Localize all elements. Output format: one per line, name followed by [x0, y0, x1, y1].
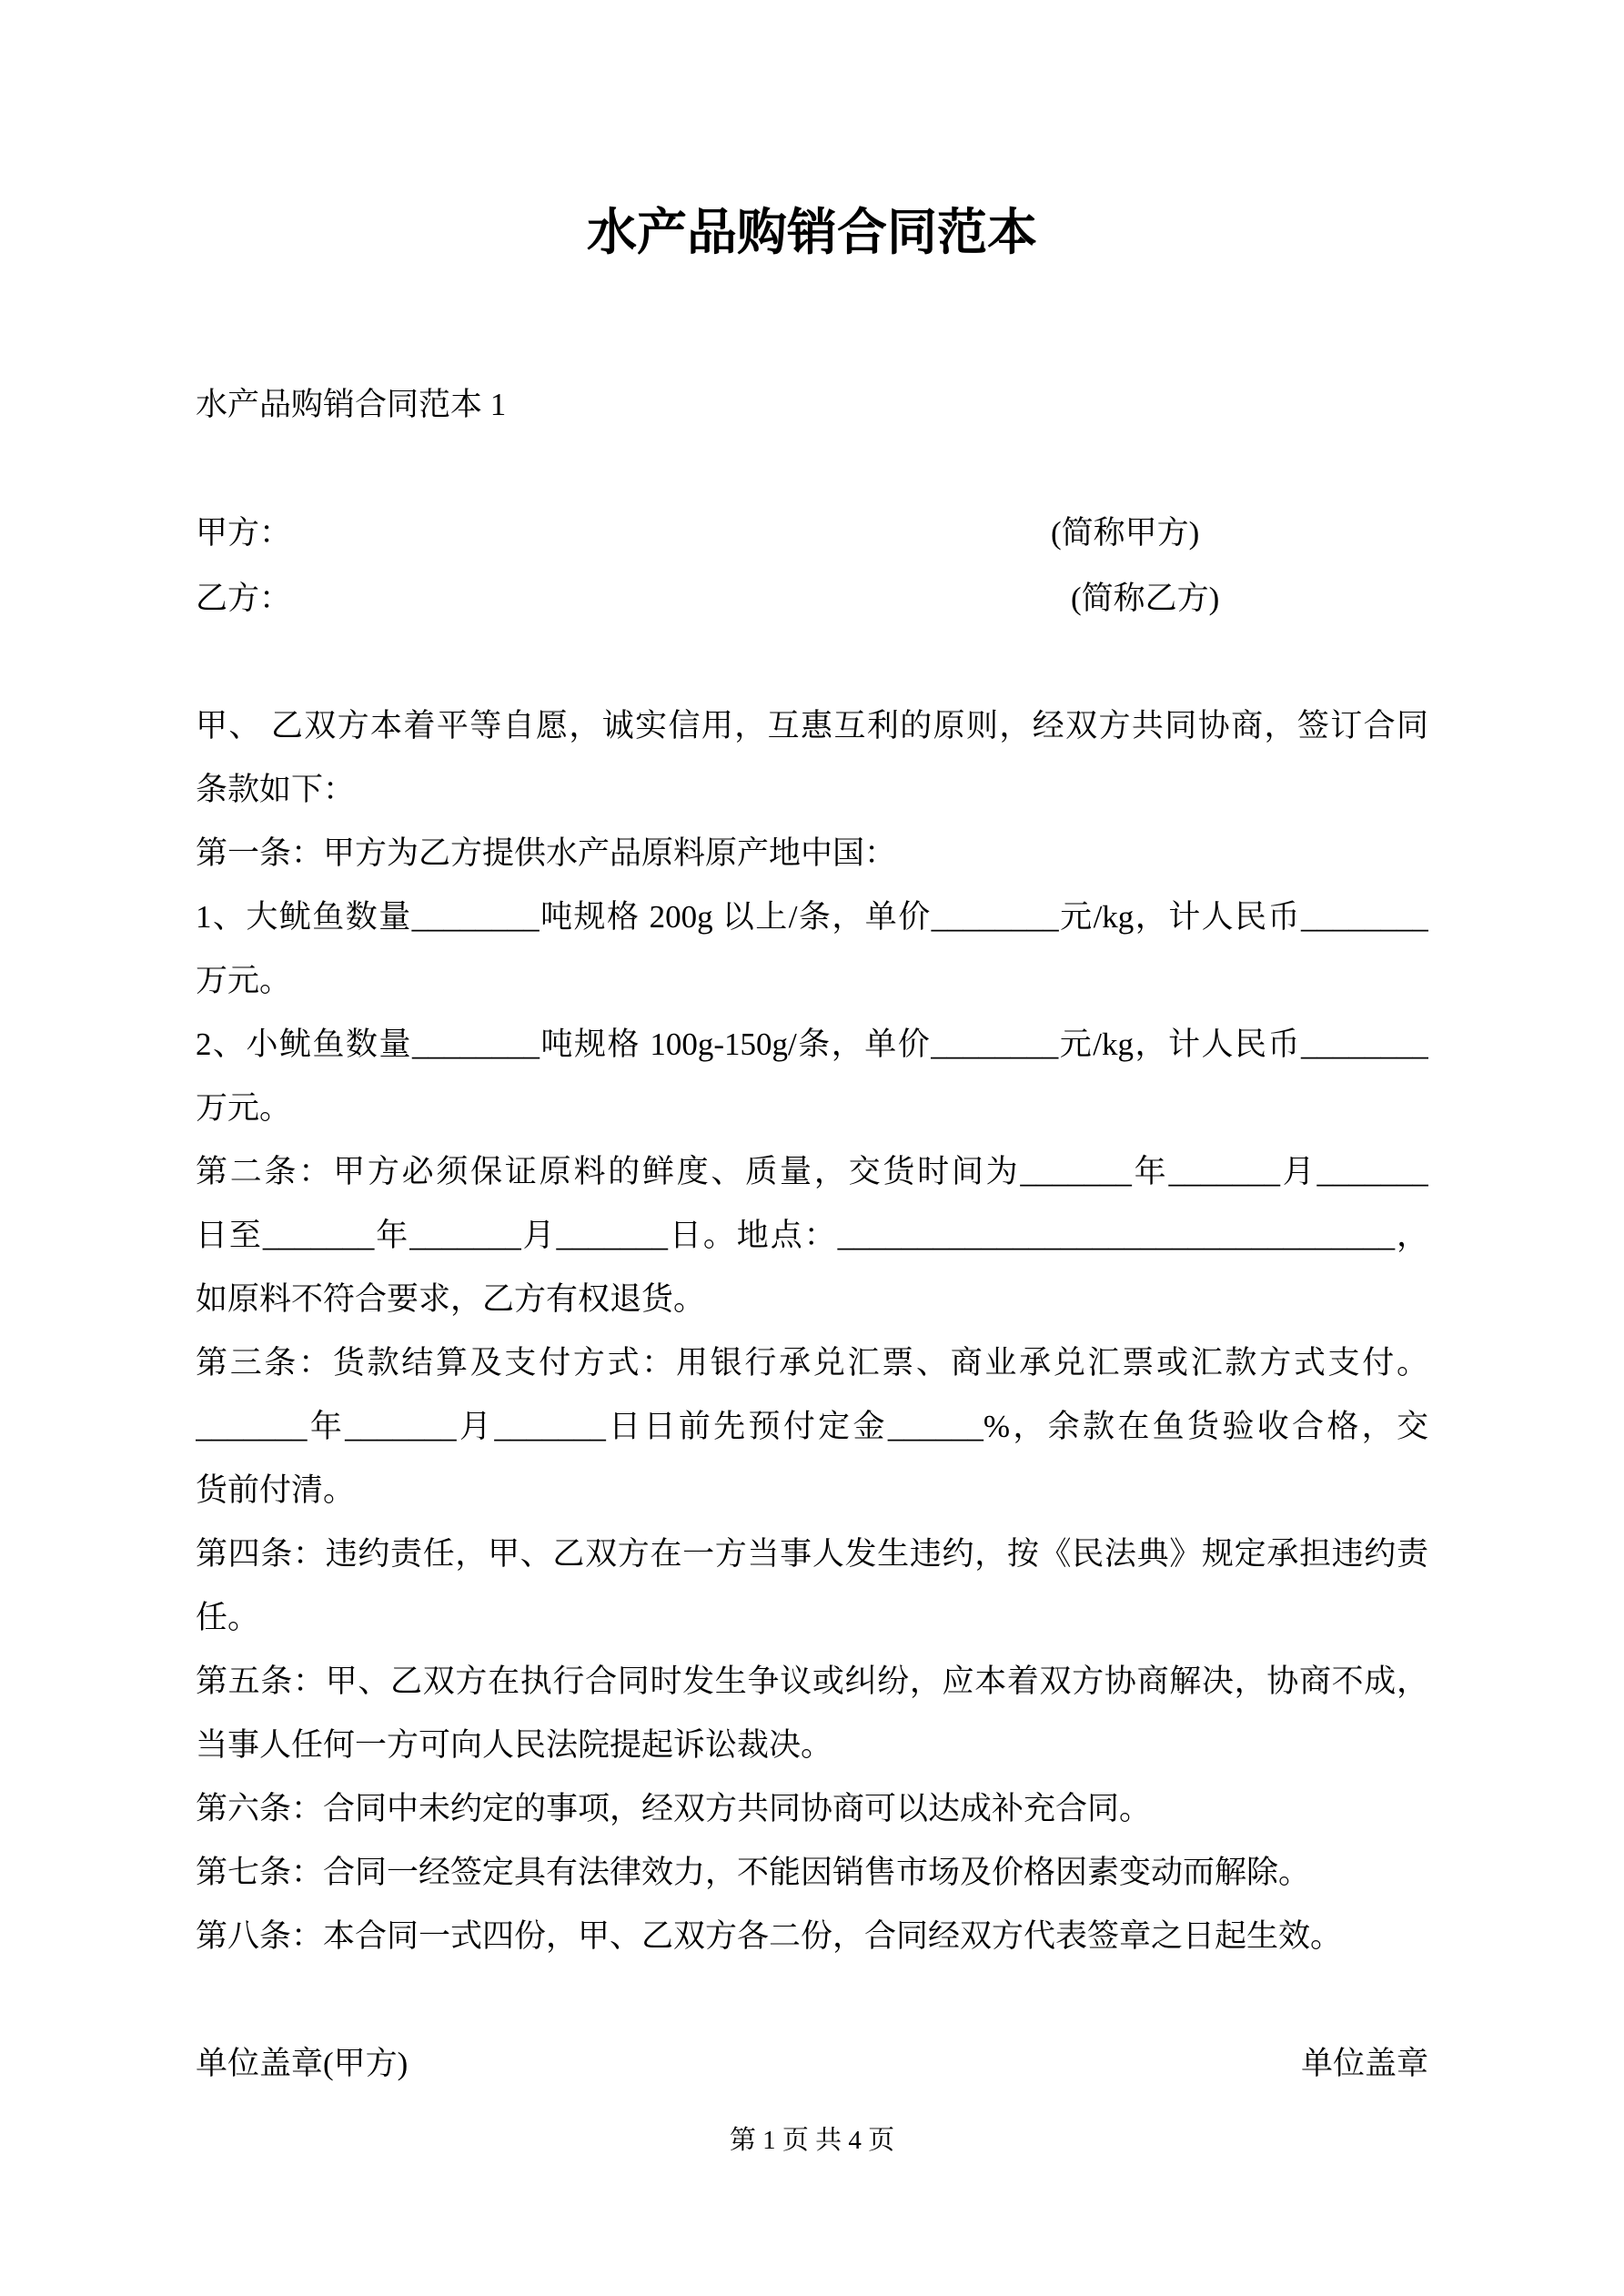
- parties-section: [196, 501, 1428, 632]
- party-a-row: [196, 501, 1428, 566]
- party-a-short-name: (简称甲方): [1051, 515, 1200, 551]
- page-indicator: 第 1 页 共 4 页: [729, 2126, 895, 2155]
- contract-line: 第一条：甲方为乙方提供水产品原料原产地中国：: [196, 835, 897, 871]
- party-b-label: 乙方：: [196, 581, 292, 616]
- party-b-row: [196, 566, 1428, 632]
- contract-line: 第三条：货款结算及支付方式：用银行承兑汇票、商业承兑汇票或汇款方式支付。: [196, 1345, 1428, 1381]
- contract-line: 如原料不符合要求，乙方有权退货。: [196, 1281, 706, 1317]
- contract-line: 日至_______年_______月_______日。地点：___________________________________，: [196, 1218, 1428, 1253]
- party-b-short-name: (简称乙方): [1071, 581, 1220, 616]
- contract-line: 货前付清。: [196, 1472, 356, 1508]
- contract-line: 甲、 乙双方本着平等自愿，诚实信用，互惠互利的原则，经双方共同协商，签订合同: [196, 708, 1428, 743]
- contract-line: 2、小鱿鱼数量________吨规格 100g-150g/条，单价________元/kg，计人民币________: [196, 1027, 1428, 1062]
- contract-line: 第七条：合同一经签定具有法律效力，不能因销售市场及价格因素变动而解除。: [196, 1855, 1311, 1890]
- document-title: 水产品购销合同范本: [586, 205, 1037, 260]
- seal-row: [196, 2032, 1428, 2096]
- seal-party-b-label: 单位盖章: [1300, 2046, 1428, 2081]
- seal-party-a-label: 单位盖章(甲方): [196, 2046, 409, 2081]
- contract-line: 万元。: [196, 963, 292, 998]
- contract-line: 任。: [196, 1600, 260, 1635]
- contract-line: 第五条：甲、乙双方在执行合同时发生争议或纠纷，应本着双方协商解决，协商不成，: [196, 1664, 1428, 1699]
- document-subtitle: 水产品购销合同范本 1: [196, 387, 507, 422]
- contract-line: 第二条：甲方必须保证原料的鲜度、质量，交货时间为_______年_______月_______: [196, 1154, 1428, 1189]
- contract-line: 第八条：本合同一式四份，甲、乙双方各二份，合同经双方代表签章之日起生效。: [196, 1918, 1343, 1954]
- party-a-label: 甲方：: [196, 515, 292, 551]
- contract-line: _______年_______月_______日日前先预付定金______%，余款在鱼货验收合格，交: [196, 1409, 1428, 1444]
- contract-line: 第四条：违约责任，甲、乙双方在一方当事人发生违约，按《民法典》规定承担违约责: [196, 1536, 1428, 1572]
- contract-body: [196, 694, 1428, 1968]
- contract-line: 1、大鱿鱼数量________吨规格 200g 以上/条，单价________元/kg，计人民币________: [196, 899, 1428, 935]
- contract-line: 条款如下：: [196, 772, 356, 807]
- contract-line: 第六条：合同中未约定的事项，经双方共同协商可以达成补充合同。: [196, 1791, 1152, 1826]
- contract-line: 万元。: [196, 1090, 292, 1126]
- contract-line: 当事人任何一方可向人民法院提起诉讼裁决。: [196, 1727, 833, 1763]
